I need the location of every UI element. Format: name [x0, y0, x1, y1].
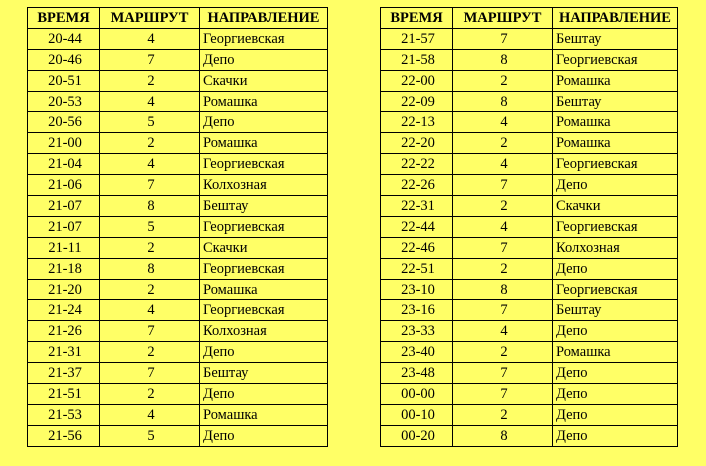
direction-name: Депо	[200, 49, 328, 70]
route-number: 7	[453, 384, 553, 405]
route-number: 2	[453, 133, 553, 154]
route-number: 2	[453, 342, 553, 363]
table-row	[28, 237, 328, 258]
table-row	[28, 91, 328, 112]
header-row	[381, 8, 678, 29]
route-number: 5	[100, 216, 200, 237]
departure-time: 23-16	[381, 300, 453, 321]
departure-time: 21-20	[28, 279, 100, 300]
table-row	[28, 258, 328, 279]
direction-name: Скачки	[553, 196, 678, 217]
route-number: 4	[100, 91, 200, 112]
table-row	[28, 175, 328, 196]
table-row	[381, 133, 678, 154]
direction-name: Ромашка	[200, 133, 328, 154]
direction-name: Георгиевская	[200, 28, 328, 49]
header-direction: НАПРАВЛЕНИЕ	[553, 8, 678, 29]
departure-time: 20-53	[28, 91, 100, 112]
direction-name: Ромашка	[553, 112, 678, 133]
route-number: 8	[453, 279, 553, 300]
route-number: 4	[100, 154, 200, 175]
route-number: 8	[453, 425, 553, 446]
direction-name: Колхозная	[553, 237, 678, 258]
table-row	[28, 133, 328, 154]
departure-time: 22-31	[381, 196, 453, 217]
table-row	[28, 342, 328, 363]
departure-time: 21-51	[28, 384, 100, 405]
direction-name: Георгиевская	[553, 49, 678, 70]
direction-name: Бештау	[553, 300, 678, 321]
table-row	[28, 28, 328, 49]
table-row	[28, 49, 328, 70]
direction-name: Депо	[200, 425, 328, 446]
departure-time: 00-10	[381, 404, 453, 425]
direction-name: Депо	[553, 425, 678, 446]
route-number: 2	[453, 196, 553, 217]
departure-time: 22-13	[381, 112, 453, 133]
schedule-body-left	[28, 28, 328, 446]
direction-name: Бештау	[200, 363, 328, 384]
departure-time: 22-44	[381, 216, 453, 237]
table-row	[381, 279, 678, 300]
route-number: 8	[453, 49, 553, 70]
departure-time: 23-48	[381, 363, 453, 384]
direction-name: Депо	[200, 112, 328, 133]
route-number: 7	[453, 175, 553, 196]
departure-time: 23-10	[381, 279, 453, 300]
direction-name: Ромашка	[553, 133, 678, 154]
table-row	[381, 175, 678, 196]
header-row	[28, 8, 328, 29]
route-number: 2	[100, 133, 200, 154]
route-number: 8	[453, 91, 553, 112]
direction-name: Депо	[553, 404, 678, 425]
route-number: 7	[100, 363, 200, 384]
direction-name: Георгиевская	[200, 258, 328, 279]
table-row	[28, 404, 328, 425]
route-number: 2	[453, 258, 553, 279]
route-number: 4	[100, 404, 200, 425]
table-row	[381, 70, 678, 91]
departure-time: 20-51	[28, 70, 100, 91]
table-row	[28, 154, 328, 175]
route-number: 8	[100, 196, 200, 217]
table-row	[381, 404, 678, 425]
table-row	[381, 91, 678, 112]
table-row	[381, 363, 678, 384]
route-number: 4	[453, 321, 553, 342]
departure-time: 00-20	[381, 425, 453, 446]
departure-time: 22-46	[381, 237, 453, 258]
departure-time: 21-04	[28, 154, 100, 175]
table-row	[381, 49, 678, 70]
departure-time: 21-57	[381, 28, 453, 49]
direction-name: Георгиевская	[553, 216, 678, 237]
departure-time: 20-56	[28, 112, 100, 133]
direction-name: Колхозная	[200, 175, 328, 196]
departure-time: 21-26	[28, 321, 100, 342]
departure-time: 21-00	[28, 133, 100, 154]
direction-name: Георгиевская	[200, 154, 328, 175]
departure-time: 21-31	[28, 342, 100, 363]
header-route: МАРШРУТ	[100, 8, 200, 29]
direction-name: Депо	[200, 384, 328, 405]
route-number: 4	[453, 112, 553, 133]
direction-name: Бештау	[553, 91, 678, 112]
table-row	[381, 342, 678, 363]
departure-time: 21-06	[28, 175, 100, 196]
route-number: 4	[453, 154, 553, 175]
table-row	[28, 70, 328, 91]
departure-time: 00-00	[381, 384, 453, 405]
route-number: 2	[100, 279, 200, 300]
route-number: 2	[453, 70, 553, 91]
direction-name: Скачки	[200, 70, 328, 91]
direction-name: Колхозная	[200, 321, 328, 342]
table-row	[28, 216, 328, 237]
header-route: МАРШРУТ	[453, 8, 553, 29]
direction-name: Ромашка	[200, 91, 328, 112]
table-row	[28, 384, 328, 405]
table-row	[28, 321, 328, 342]
table-row	[381, 237, 678, 258]
departure-time: 21-24	[28, 300, 100, 321]
direction-name: Депо	[553, 258, 678, 279]
departure-time: 21-37	[28, 363, 100, 384]
direction-name: Депо	[553, 384, 678, 405]
direction-name: Депо	[553, 363, 678, 384]
route-number: 8	[100, 258, 200, 279]
direction-name: Ромашка	[200, 404, 328, 425]
direction-name: Ромашка	[200, 279, 328, 300]
table-row	[28, 279, 328, 300]
departure-time: 22-51	[381, 258, 453, 279]
route-number: 7	[100, 49, 200, 70]
departure-time: 23-33	[381, 321, 453, 342]
table-row	[381, 154, 678, 175]
departure-time: 22-26	[381, 175, 453, 196]
departure-time: 20-44	[28, 28, 100, 49]
schedule-body-right	[381, 28, 678, 446]
direction-name: Ромашка	[553, 342, 678, 363]
header-time: ВРЕМЯ	[381, 8, 453, 29]
departure-time: 21-58	[381, 49, 453, 70]
route-number: 4	[100, 300, 200, 321]
departure-time: 23-40	[381, 342, 453, 363]
departure-time: 22-09	[381, 91, 453, 112]
header-direction: НАПРАВЛЕНИЕ	[200, 8, 328, 29]
departure-time: 22-00	[381, 70, 453, 91]
table-row	[381, 300, 678, 321]
direction-name: Ромашка	[553, 70, 678, 91]
table-row	[381, 425, 678, 446]
departure-time: 21-56	[28, 425, 100, 446]
route-number: 7	[453, 237, 553, 258]
departure-time: 21-18	[28, 258, 100, 279]
route-number: 7	[100, 175, 200, 196]
direction-name: Депо	[553, 175, 678, 196]
table-row	[381, 384, 678, 405]
table-row	[28, 196, 328, 217]
table-row	[28, 112, 328, 133]
table-row	[381, 112, 678, 133]
direction-name: Георгиевская	[200, 216, 328, 237]
direction-name: Депо	[553, 321, 678, 342]
direction-name: Георгиевская	[200, 300, 328, 321]
route-number: 7	[453, 363, 553, 384]
direction-name: Георгиевская	[553, 279, 678, 300]
route-number: 2	[100, 70, 200, 91]
route-number: 5	[100, 112, 200, 133]
route-number: 2	[100, 237, 200, 258]
schedule-table-left	[27, 7, 328, 447]
departure-time: 22-20	[381, 133, 453, 154]
route-number: 7	[453, 28, 553, 49]
direction-name: Георгиевская	[553, 154, 678, 175]
departure-time: 22-22	[381, 154, 453, 175]
departure-time: 21-07	[28, 216, 100, 237]
table-row	[28, 425, 328, 446]
header-time: ВРЕМЯ	[28, 8, 100, 29]
table-row	[381, 196, 678, 217]
route-number: 7	[453, 300, 553, 321]
schedule-table-right	[380, 7, 678, 447]
route-number: 2	[100, 384, 200, 405]
departure-time: 21-11	[28, 237, 100, 258]
departure-time: 21-53	[28, 404, 100, 425]
direction-name: Бештау	[553, 28, 678, 49]
direction-name: Депо	[200, 342, 328, 363]
direction-name: Бештау	[200, 196, 328, 217]
route-number: 7	[100, 321, 200, 342]
table-row	[381, 28, 678, 49]
route-number: 5	[100, 425, 200, 446]
route-number: 4	[453, 216, 553, 237]
departure-time: 20-46	[28, 49, 100, 70]
table-row	[28, 300, 328, 321]
route-number: 4	[100, 28, 200, 49]
departure-time: 21-07	[28, 196, 100, 217]
route-number: 2	[453, 404, 553, 425]
direction-name: Скачки	[200, 237, 328, 258]
table-row	[28, 363, 328, 384]
table-row	[381, 216, 678, 237]
route-number: 2	[100, 342, 200, 363]
table-row	[381, 321, 678, 342]
table-row	[381, 258, 678, 279]
